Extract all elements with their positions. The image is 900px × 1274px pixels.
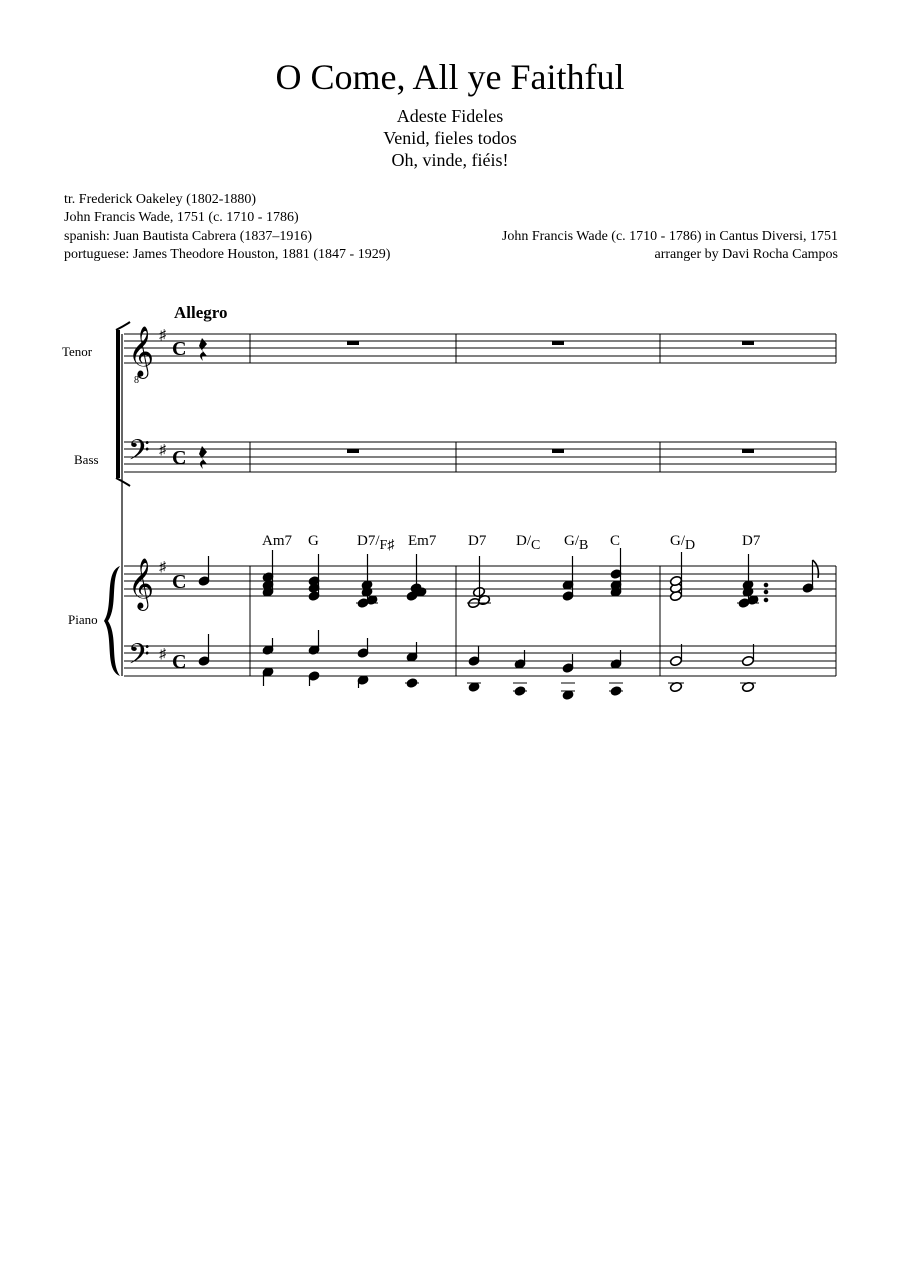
- bass-time-signature: C: [172, 447, 187, 469]
- piano-bass-clef: 𝄢: [128, 640, 150, 677]
- credit-portuguese: portuguese: James Theodore Houston, 1881 (1847 - 1929): [64, 247, 391, 262]
- piano-left-hand-notes: [198, 630, 756, 700]
- chord-symbol: Em7: [408, 533, 437, 549]
- chord-symbol: D/C: [516, 533, 541, 553]
- instrument-label-bass: Bass: [74, 452, 99, 467]
- credit-arranger: arranger by Davi Rocha Campos: [654, 247, 838, 262]
- barlines: [250, 334, 836, 676]
- bass-clef: 𝄢: [128, 436, 150, 473]
- credit-translator: tr. Frederick Oakeley (1802-1880): [64, 192, 257, 207]
- tenor-time-signature: C: [172, 338, 187, 360]
- subtitle-portuguese: Oh, vinde, fiéis!: [391, 150, 509, 170]
- note: [669, 655, 682, 666]
- instrument-label-tenor: Tenor: [62, 344, 93, 359]
- tempo-marking: Allegro: [174, 303, 228, 322]
- chord-symbol: G: [308, 533, 319, 549]
- chord-symbol: D7: [468, 533, 487, 549]
- piano-bass-key-signature: ♯: [159, 647, 166, 662]
- note: [741, 655, 754, 666]
- credit-spanish: spanish: Juan Bautista Cabrera (1837–1916): [64, 229, 313, 244]
- augmentation-dot: [764, 590, 768, 594]
- chord-symbol: G/B: [564, 533, 589, 553]
- piano-bass-staff: [124, 646, 836, 676]
- chord-symbols: [262, 533, 761, 553]
- tenor-treble-clef: 𝄞: [128, 327, 155, 376]
- chord-symbol: G/D: [670, 533, 696, 553]
- piano-bass-time-signature: C: [172, 651, 187, 673]
- piano-treble-clef: 𝄞: [128, 559, 155, 608]
- piano-treble-key-signature: ♯: [159, 560, 166, 575]
- subtitle-latin: Adeste Fideles: [396, 106, 504, 126]
- note-flag: [813, 560, 819, 578]
- tenor-staff: [124, 334, 836, 363]
- piano-treble-time-signature: C: [172, 571, 187, 593]
- chord-symbol: C: [610, 533, 621, 549]
- chord-symbol: D7/F♯: [357, 533, 395, 553]
- chord-symbol: D7: [742, 533, 761, 549]
- bass-staff: [124, 442, 836, 472]
- bass-key-signature: ♯: [159, 443, 166, 458]
- tenor-key-signature: ♯: [159, 328, 166, 343]
- augmentation-dot: [764, 598, 768, 602]
- piano-right-hand-notes: [198, 548, 818, 609]
- chord-symbol: Am7: [262, 533, 292, 549]
- tenor-whole-rests: [347, 341, 754, 345]
- subtitle-spanish: Venid, fieles todos: [383, 128, 517, 148]
- score-title: O Come, All ye Faithful: [275, 57, 625, 97]
- instrument-label-piano: Piano: [68, 612, 98, 627]
- bass-whole-rests: [347, 449, 754, 453]
- tenor-octave-marker: 8: [134, 375, 139, 386]
- augmentation-dot: [764, 583, 768, 587]
- piano-brace: [104, 566, 120, 676]
- credit-composer: John Francis Wade (c. 1710 - 1786) in Cantus Diversi, 1751: [501, 229, 838, 244]
- credit-lyricist: John Francis Wade, 1751 (c. 1710 - 1786): [64, 210, 299, 225]
